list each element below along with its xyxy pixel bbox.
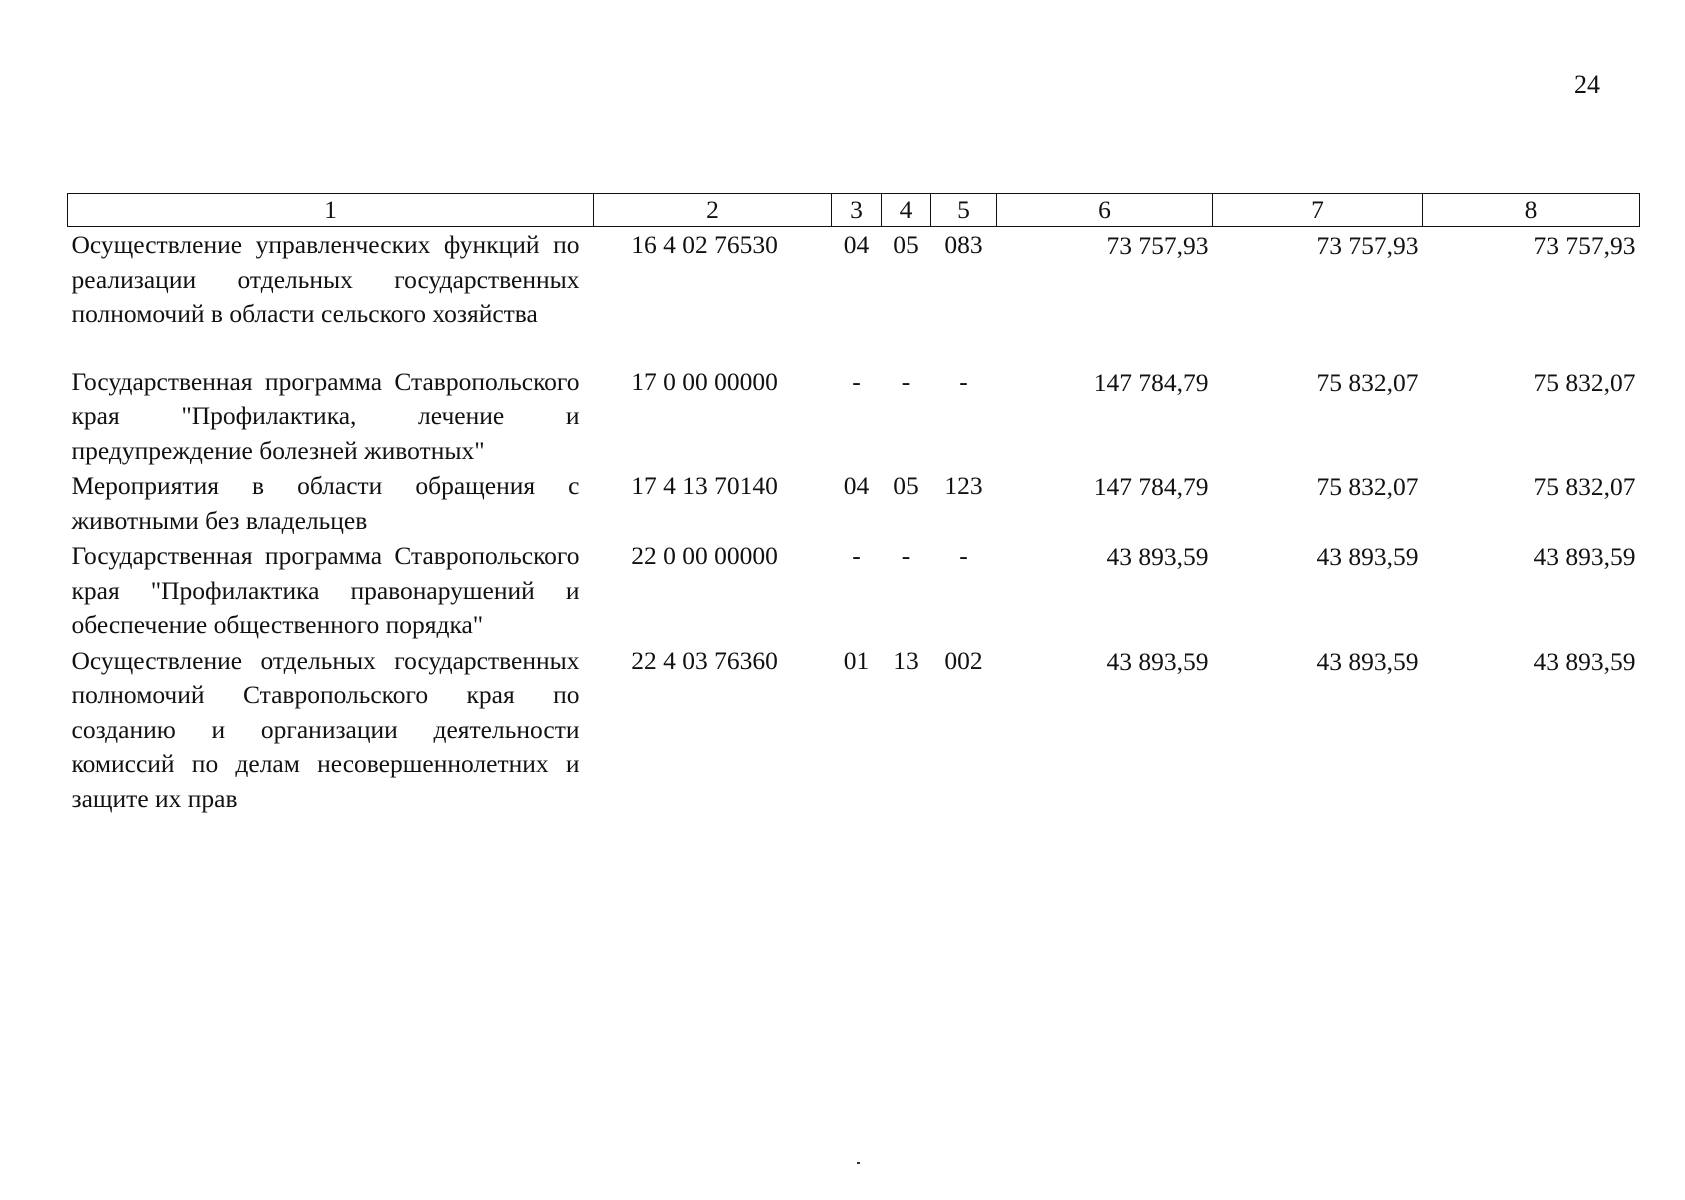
row-code: 17 0 00 00000 bbox=[631, 366, 778, 396]
row-value-6: 43 893,59 bbox=[1106, 646, 1209, 676]
header-col-2: 2 bbox=[594, 194, 832, 227]
table-row bbox=[68, 643, 1640, 817]
row-value-7: 75 832,07 bbox=[1316, 472, 1419, 501]
table-row bbox=[68, 364, 1640, 469]
row-col-5: - bbox=[959, 541, 968, 570]
header-col-1: 1 bbox=[68, 194, 594, 227]
row-value-8: 73 757,93 bbox=[1533, 231, 1636, 260]
row-col-3: - bbox=[852, 366, 861, 396]
row-name: Государственная программа Ставропольского края "Профилактика, лечение и предупреждение болезней животных" bbox=[71, 366, 580, 465]
header-col-3: 3 bbox=[832, 194, 882, 227]
row-col-3: 01 bbox=[843, 645, 870, 675]
row-col-3: 04 bbox=[843, 230, 870, 259]
header-col-6: 6 bbox=[997, 194, 1213, 227]
row-col-5: - bbox=[959, 366, 968, 396]
row-value-7: 43 893,59 bbox=[1316, 542, 1419, 571]
row-code: 22 4 03 76360 bbox=[631, 645, 778, 675]
row-name: Осуществление отдельных государственных полномочий Ставропольского края по созданию и организации деятельности комиссий по делам несовершеннолетних и защите их прав bbox=[71, 645, 580, 813]
row-col-4: 13 bbox=[893, 645, 919, 675]
header-col-5: 5 bbox=[931, 194, 997, 227]
row-col-5: 123 bbox=[944, 471, 983, 500]
row-col-3: - bbox=[852, 541, 861, 570]
row-col-4: 05 bbox=[893, 230, 919, 259]
row-code: 17 4 13 70140 bbox=[631, 471, 778, 500]
scan-artifact-dot bbox=[857, 1162, 860, 1164]
row-spacer bbox=[68, 332, 1640, 364]
row-value-8: 75 832,07 bbox=[1533, 472, 1636, 501]
row-col-4: - bbox=[901, 541, 911, 570]
row-value-8: 43 893,59 bbox=[1533, 542, 1636, 571]
row-value-7: 75 832,07 bbox=[1316, 367, 1419, 397]
row-value-6: 147 784,79 bbox=[1093, 367, 1209, 397]
header-col-8: 8 bbox=[1423, 194, 1640, 227]
table-row bbox=[68, 227, 1640, 332]
row-name: Мероприятия в области обращения с животными без владельцев bbox=[71, 471, 580, 535]
row-col-4: - bbox=[901, 366, 911, 396]
row-value-8: 43 893,59 bbox=[1533, 646, 1636, 676]
row-code: 22 0 00 00000 bbox=[631, 541, 778, 570]
row-col-4: 05 bbox=[893, 471, 919, 500]
row-value-7: 73 757,93 bbox=[1316, 231, 1419, 260]
row-value-6: 73 757,93 bbox=[1106, 231, 1209, 260]
table-row bbox=[68, 468, 1640, 538]
table-row bbox=[68, 538, 1640, 643]
header-col-7: 7 bbox=[1213, 194, 1423, 227]
header-col-4: 4 bbox=[882, 194, 931, 227]
row-value-6: 43 893,59 bbox=[1106, 542, 1209, 571]
row-col-3: 04 bbox=[843, 471, 870, 500]
row-value-7: 43 893,59 bbox=[1316, 646, 1419, 676]
row-value-6: 147 784,79 bbox=[1093, 472, 1209, 501]
table-body bbox=[68, 227, 1640, 817]
header-row bbox=[68, 194, 1640, 227]
budget-table bbox=[67, 193, 1640, 816]
row-name: Осуществление управленческих функций по реализации отдельных государственных полномочий в области сельского хозяйства bbox=[71, 230, 580, 328]
page-number: 24 bbox=[1574, 70, 1600, 99]
row-code: 16 4 02 76530 bbox=[631, 230, 778, 259]
row-value-8: 75 832,07 bbox=[1533, 367, 1636, 397]
row-col-5: 083 bbox=[944, 230, 983, 259]
row-col-5: 002 bbox=[944, 645, 983, 675]
row-spacer-cell bbox=[68, 332, 1640, 364]
table-header bbox=[68, 194, 1640, 227]
row-name: Государственная программа Ставропольского края "Профилактика правонарушений и обеспечение общественного порядка" bbox=[71, 541, 580, 639]
